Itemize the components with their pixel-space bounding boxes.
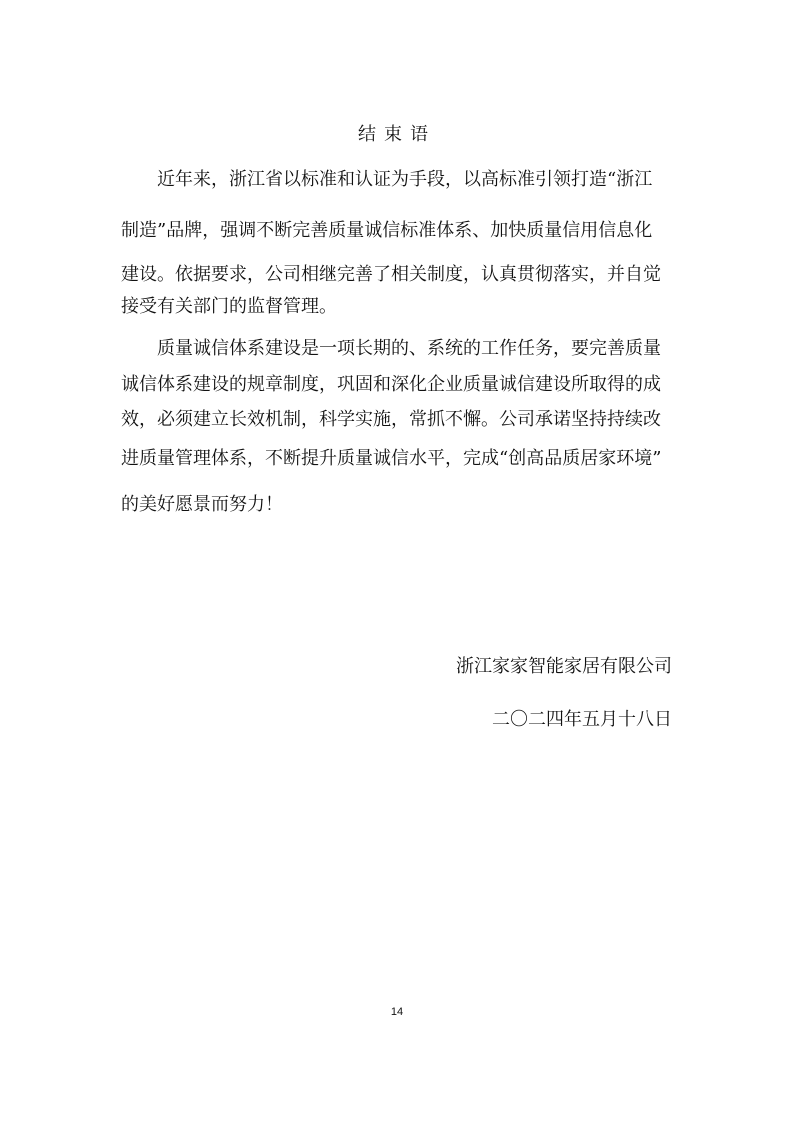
section-title: 结束语 [358,124,436,145]
paragraph-2-line-1: 质量诚信体系建设是一项长期的、系统的工作任务，要完善质量 [157,338,661,359]
paragraph-2-line-4: 进质量管理体系，不断提升质量诚信水平，完成“创高品质居家环境” [121,448,662,469]
paragraph-2-line-5: 的美好愿景而努力！ [121,494,283,515]
company-signature: 浙江家家智能家居有限公司 [456,656,672,677]
page-number: 14 [390,1006,404,1018]
signature-date: 二〇二四年五月十八日 [492,709,672,730]
paragraph-1-line-1: 近年来，浙江省以标准和认证为手段，以高标准引领打造“浙江 [157,169,653,190]
paragraph-2-line-3: 效，必须建立长效机制，科学实施，常抓不懈。公司承诺坚持持续改 [121,409,661,430]
paragraph-2-line-2: 诚信体系建设的规章制度，巩固和深化企业质量诚信建设所取得的成 [121,374,661,395]
paragraph-1-line-2: 制造”品牌，强调不断完善质量诚信标准体系、加快质量信用信息化 [121,220,653,241]
paragraph-1-line-3: 建设。依据要求，公司相继完善了相关制度，认真贯彻落实，并自觉 [121,264,661,285]
paragraph-1-line-4: 接受有关部门的监督管理。 [121,296,337,317]
